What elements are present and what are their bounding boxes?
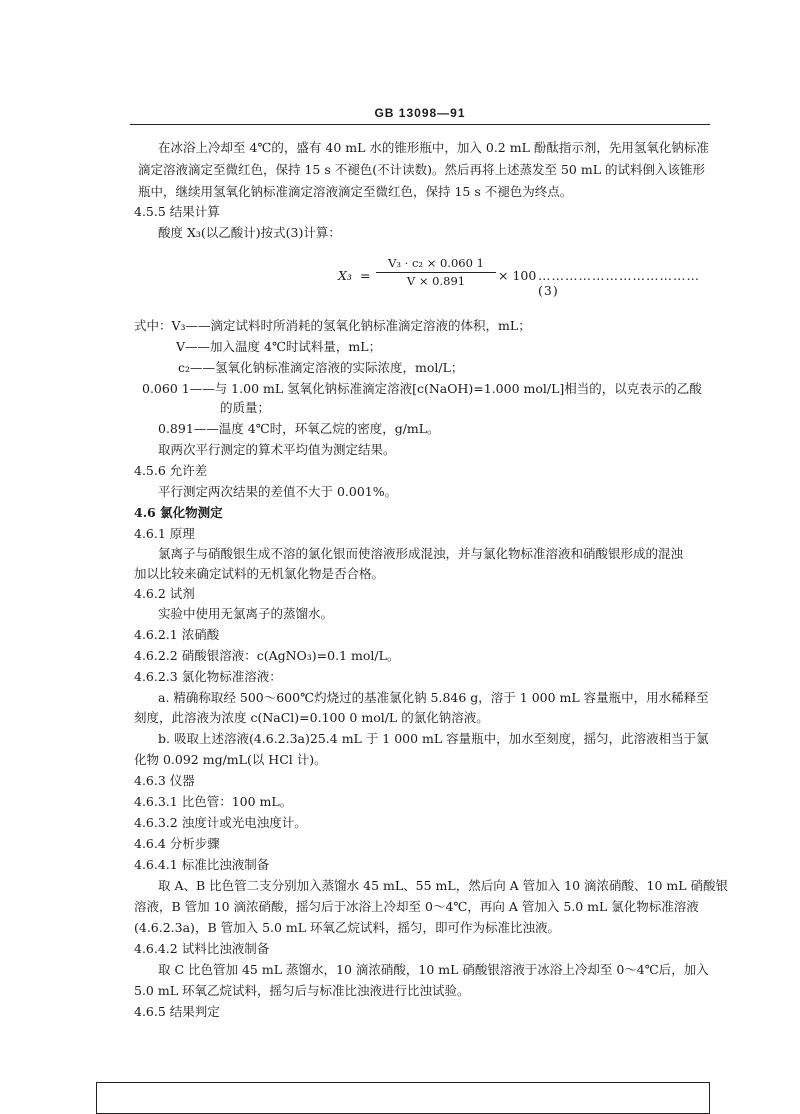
section-heading: 4.6.4 分析步骤 xyxy=(134,836,220,851)
section-heading: 4.6.5 结果判定 xyxy=(134,1004,220,1019)
section-heading: 4.6.3.1 比色管：100 mL。 xyxy=(134,794,293,809)
paragraph-line: 化物 0.092 mg/mL(以 HCl 计)。 xyxy=(134,752,327,767)
fraction-bar xyxy=(376,272,496,273)
section-heading: 4.5.6 允许差 xyxy=(134,463,208,478)
paragraph-line: 瓶中，继续用氢氧化钠标准滴定溶液滴定至微红色，保持 15 s 不褪色为终点。 xyxy=(138,184,573,199)
paragraph-line: 酸度 X₃(以乙酸计)按式(3)计算： xyxy=(158,225,341,240)
paragraph-line: 取 A、B 比色管二支分别加入蒸馏水 45 mL、55 mL，然后向 A 管加入 10 滴浓硝酸、10 mL 硝酸银 xyxy=(158,878,729,893)
section-heading: 4.6.4.1 标准比浊液制备 xyxy=(134,857,270,872)
paragraph-line: 刻度，此溶液为浓度 c(NaCl)=0.100 0 mol/L 的氯化钠溶液。 xyxy=(134,710,489,725)
formula-numerator: V₃ · c₂ × 0.060 1 xyxy=(388,256,484,270)
paragraph-line: (4.6.2.3a)，B 管加入 5.0 mL 环氧乙烷试料，摇匀，即可作为标准比浊液。 xyxy=(134,920,561,935)
paragraph-line: 溶液，B 管加 10 滴浓硝酸，摇匀后于冰浴上冷却至 0～4℃，再向 A 管加入 5.0 mL 氯化物标准溶液 xyxy=(134,899,699,914)
paragraph-line: b. 吸取上述溶液(4.6.2.3a)25.4 mL 于 1 000 mL 容量瓶中，加水至刻度，摇匀，此溶液相当于氯 xyxy=(158,731,709,746)
paragraph-line: a. 精确称取经 500～600℃灼烧过的基准氯化钠 5.846 g，溶于 1 000 mL 容量瓶中，用水稀释至 xyxy=(158,690,709,705)
where-line: 0.060 1——与 1.00 mL 氢氧化钠标准滴定溶液[c(NaOH)=1.000 mol/L]相当的，以克表示的乙酸 xyxy=(142,381,702,396)
where-line: 式中：V₃——滴定试料时所消耗的氢氧化钠标准滴定溶液的体积，mL； xyxy=(134,318,531,333)
section-heading: 4.6.2 试剂 xyxy=(134,586,195,601)
section-heading: 4.6.3.2 浊度计或光电浊度计。 xyxy=(134,815,307,830)
paragraph-line: 5.0 mL 环氧乙烷试料，摇匀后与标准比浊液进行比浊试验。 xyxy=(134,983,470,998)
formula-equals: = xyxy=(360,268,371,283)
paragraph-line: 平行测定两次结果的差值不大于 0.001%。 xyxy=(158,484,398,499)
formula-lhs: X₃ xyxy=(338,268,352,283)
section-heading: 4.6.3 仪器 xyxy=(134,773,195,788)
section-heading: 4.6.2.1 浓硝酸 xyxy=(134,627,220,642)
section-heading: 4.5.5 结果计算 xyxy=(134,204,220,219)
formula-reference: ………………………………(3) xyxy=(538,268,700,298)
formula-denominator: V × 0.891 xyxy=(406,274,466,288)
where-line: 的质量； xyxy=(220,400,271,415)
section-heading: 4.6.4.2 试料比浊液制备 xyxy=(134,941,270,956)
paragraph-line: 实验中使用无氯离子的蒸馏水。 xyxy=(158,606,334,621)
where-line: c₂——氢氧化钠标准滴定溶液的实际浓度，mol/L； xyxy=(178,360,464,375)
section-heading: 4.6.1 原理 xyxy=(134,526,195,541)
paragraph-line: 加以比较来确定试料的无机氯化物是否合格。 xyxy=(134,566,385,581)
paragraph-line: 取 C 比色管加 45 mL 蒸馏水，10 滴浓硝酸，10 mL 硝酸银溶液于冰浴上冷却至 0～4℃后，加入 xyxy=(158,962,709,977)
section-heading: 4.6.2.3 氯化物标准溶液： xyxy=(134,669,282,684)
paragraph-line: 氯离子与硝酸银生成不溶的氯化银而使溶液形成混浊，并与氯化物标准溶液和硝酸银形成的混浊 xyxy=(158,546,684,561)
section-heading: 4.6.2.2 硝酸银溶液：c(AgNO₃)=0.1 mol/L。 xyxy=(134,648,400,663)
formula-fraction xyxy=(376,256,496,289)
formula-multiplier: × 100 xyxy=(498,268,537,283)
section-heading: 4.6 氯化物测定 xyxy=(134,505,223,520)
footer-frame xyxy=(96,1082,710,1114)
paragraph-line: 在冰浴上冷却至 4℃的，盛有 40 mL 水的锥形瓶中，加入 0.2 mL 酚酞指示剂，先用氢氧化钠标准 xyxy=(158,140,709,155)
standard-header: GB 13098—91 xyxy=(374,106,466,120)
where-line: 取两次平行测定的算术平均值为测定结果。 xyxy=(158,442,396,457)
header-rule xyxy=(130,124,710,125)
paragraph-line: 滴定溶液滴定至微红色，保持 15 s 不褪色(不计读数)。然后再将上述蒸发至 50 mL 的试料倒入该锥形 xyxy=(138,162,705,177)
where-line: V——加入温度 4℃时试料量，mL； xyxy=(176,339,382,354)
where-line: 0.891——温度 4℃时，环氧乙烷的密度，g/mL。 xyxy=(158,421,440,436)
acidity-formula xyxy=(338,256,718,296)
